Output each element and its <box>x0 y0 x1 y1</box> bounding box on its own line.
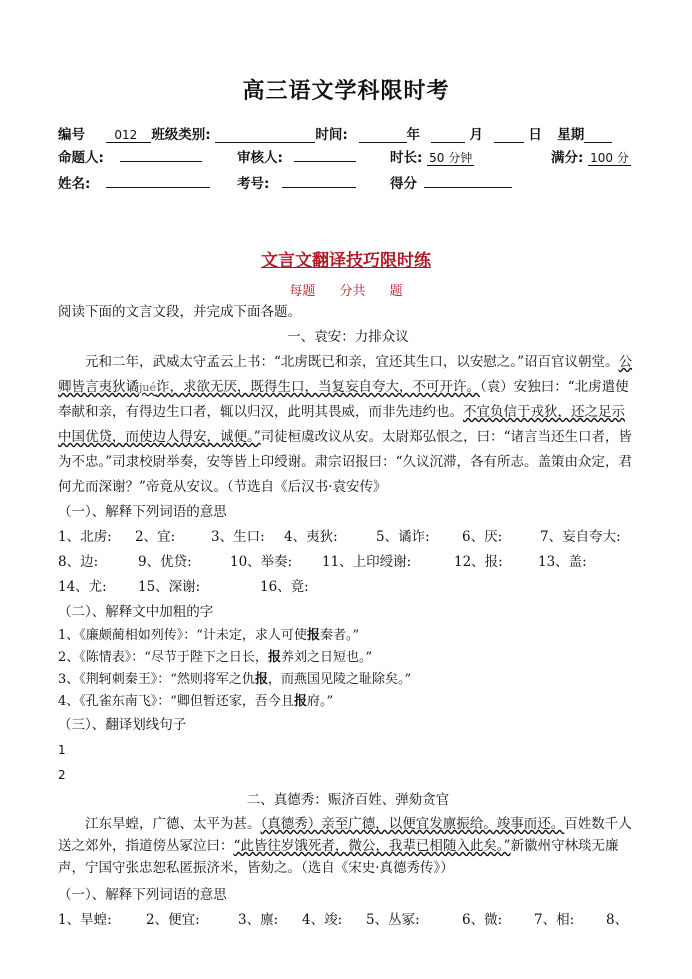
q4-item: 2、便宜: <box>146 912 200 928</box>
q2-item: 3、《荆轲刺秦王》：“然则将军之仇报，而燕国见陵之耻除矣。” <box>58 672 412 687</box>
banji-blank[interactable] <box>215 128 315 143</box>
passage2-seg5: 新徽州守林琰无廉声，宁国守张忠恕私匿振济米，皆劾之。（选自《宋史·真德秀传》） <box>58 838 619 876</box>
meta-total: 分共 <box>339 284 366 299</box>
q1-item: 14、尤: <box>58 579 107 595</box>
day-label: 日 <box>528 127 542 143</box>
q1-item: 15、深谢: <box>138 579 201 595</box>
shijian-label: 时间: <box>315 127 348 143</box>
q1-item: 8、边: <box>58 554 99 570</box>
passage2-seg1: 江东旱蝗，广德、太平为甚。 <box>85 816 261 832</box>
mingti-label: 命题人: <box>58 150 104 166</box>
q1-item: 3、生口: <box>211 529 265 545</box>
year-label: 年 <box>406 127 421 143</box>
banji-label: 班级类别: <box>151 127 211 143</box>
xingming-label: 姓名: <box>58 176 91 192</box>
bianhao-label: 编号 <box>58 127 85 143</box>
q1-row3 <box>58 575 638 600</box>
q1-row2 <box>58 550 638 575</box>
q4-title: （一）、解释下列词语的意思 <box>58 887 227 903</box>
header-row-1 <box>58 123 612 143</box>
content-body <box>58 300 638 933</box>
passage1-text <box>58 350 638 500</box>
q4-item: 7、相: <box>534 912 575 928</box>
q1-item: 16、竟: <box>260 579 309 595</box>
xingming-blank[interactable] <box>106 173 210 188</box>
passage1-underline1b: 诈，求欲无厌，既得生口，当复妄自夸大，不可开许。 <box>156 379 481 395</box>
shichang-value: 50 分钟 <box>429 151 473 165</box>
passage1-pinyin: jué <box>139 381 157 394</box>
q1-item: 11、上印绶谢: <box>322 554 412 570</box>
year-blank[interactable] <box>359 128 407 143</box>
q2-item: 2、《陈情表》：“尽节于陛下之日长，报养刘之日短也。” <box>58 650 373 665</box>
q1-item: 1、北虏: <box>58 529 112 545</box>
intro-text: 阅读下面的文言文段，并完成下面各题。 <box>58 304 301 320</box>
month-label: 月 <box>469 127 483 143</box>
kaohao-blank[interactable] <box>282 173 356 188</box>
q1-item: 12、报: <box>454 554 503 570</box>
q1-item: 5、谲诈: <box>376 529 430 545</box>
q3-title: （三）、翻译划线句子 <box>58 717 187 733</box>
score-meta <box>0 280 692 299</box>
weekday-label: 星期 <box>557 127 585 143</box>
q1-item: 6、厌: <box>462 529 503 545</box>
q1-item: 13、盖: <box>538 554 587 570</box>
q1-row1 <box>58 525 638 550</box>
shichang-label: 时长: <box>390 150 423 166</box>
passage1-underline2: 不宜负信于戎狄，还之足示中国优贷，而使边人得安，诚便。” <box>58 404 625 445</box>
defen-blank[interactable] <box>424 173 512 188</box>
q2-list <box>58 625 638 713</box>
passage2-text <box>58 813 638 879</box>
manfen-label: 满分: <box>551 150 584 166</box>
q1-item: 9、优贷: <box>138 554 192 570</box>
q4-item: 4、竣: <box>302 912 343 928</box>
shenhe-label: 审核人: <box>237 150 283 166</box>
q4-row1 <box>58 908 638 933</box>
section-subtitle: 文言文翻译技巧限时练 <box>261 251 431 271</box>
q4-item: 1、旱蝗: <box>58 912 112 928</box>
q4-item: 8、 <box>606 912 629 928</box>
meta-questions: 题 <box>389 284 403 299</box>
bianhao-value: 012 <box>106 128 151 143</box>
q3-answer-1[interactable]: 1 <box>58 743 66 757</box>
day-blank[interactable] <box>494 128 524 143</box>
passage1-heading: 一、袁安：力排众议 <box>287 329 409 345</box>
manfen-value: 100 分 <box>590 151 629 165</box>
q1-item: 2、宜: <box>135 529 176 545</box>
defen-label: 得分 <box>390 176 417 192</box>
shenhe-blank[interactable] <box>294 147 356 162</box>
passage2-underline1: （真德秀）亲至广德，以便宜发廪振给。竣事而还。 <box>260 816 565 832</box>
weekday-blank[interactable] <box>584 128 612 143</box>
q2-item: 1、《廉颇蔺相如列传》：“计未定，求人可使报秦者。” <box>58 628 360 643</box>
passage2-seg3: 百姓数千人送之郊外，指道傍丛冢泣曰： <box>58 816 632 854</box>
q3-answer-2[interactable]: 2 <box>58 768 66 782</box>
q4-item: 3、廪: <box>238 912 279 928</box>
q1-item: 7、妄自夸大: <box>540 529 621 545</box>
q4-item: 6、微: <box>462 912 503 928</box>
kaohao-label: 考号: <box>237 176 270 192</box>
q1-title: （一）、解释下列词语的意思 <box>58 504 227 520</box>
passage1-seg5: 司徒桓虞改议从安。太尉郑弘恨之，曰：“诸言当还生口者，皆为不忠。”司隶校尉举奏，安等皆上印绶谢。肃宗诏报曰：“久议沉滞，各有所志。盖策由众定，君何尤而深谢？”帝竟从安议。（节选自《后汉书·袁安传》 <box>58 429 633 495</box>
q1-item: 4、夷狄: <box>284 529 338 545</box>
passage2-heading: 二、真德秀：赈济百姓、弹劾贪官 <box>246 792 450 808</box>
passage1-seg1: 元和二年，武威太守孟云上书：“北虏既已和亲，宜还其生口，以安慰之。”诏百官议朝堂。 <box>85 354 619 370</box>
q1-item: 10、举奏: <box>230 554 293 570</box>
q2-item: 4、《孔雀东南飞》：“卿但暂还家，吾今且报府。” <box>58 694 334 709</box>
month-blank[interactable] <box>431 128 465 143</box>
passage1-underline1a: 公卿皆言夷狄谲 <box>58 354 633 395</box>
meta-per-question: 每题 <box>289 284 316 299</box>
page-title: 高三语文学科限时考 <box>242 78 450 104</box>
q2-title: （二）、解释文中加粗的字 <box>58 604 214 620</box>
passage2-underline2: “此皆往岁饿死者，微公，我辈已相随入此矣。” <box>233 838 511 854</box>
mingti-blank[interactable] <box>120 147 202 162</box>
q4-item: 5、丛冢: <box>366 912 420 928</box>
passage1-seg3: （袁）安独曰：“北虏遣使奉献和亲，有得边生口者，辄以归汉，此明其畏威，而非先违约也。 <box>58 379 629 420</box>
